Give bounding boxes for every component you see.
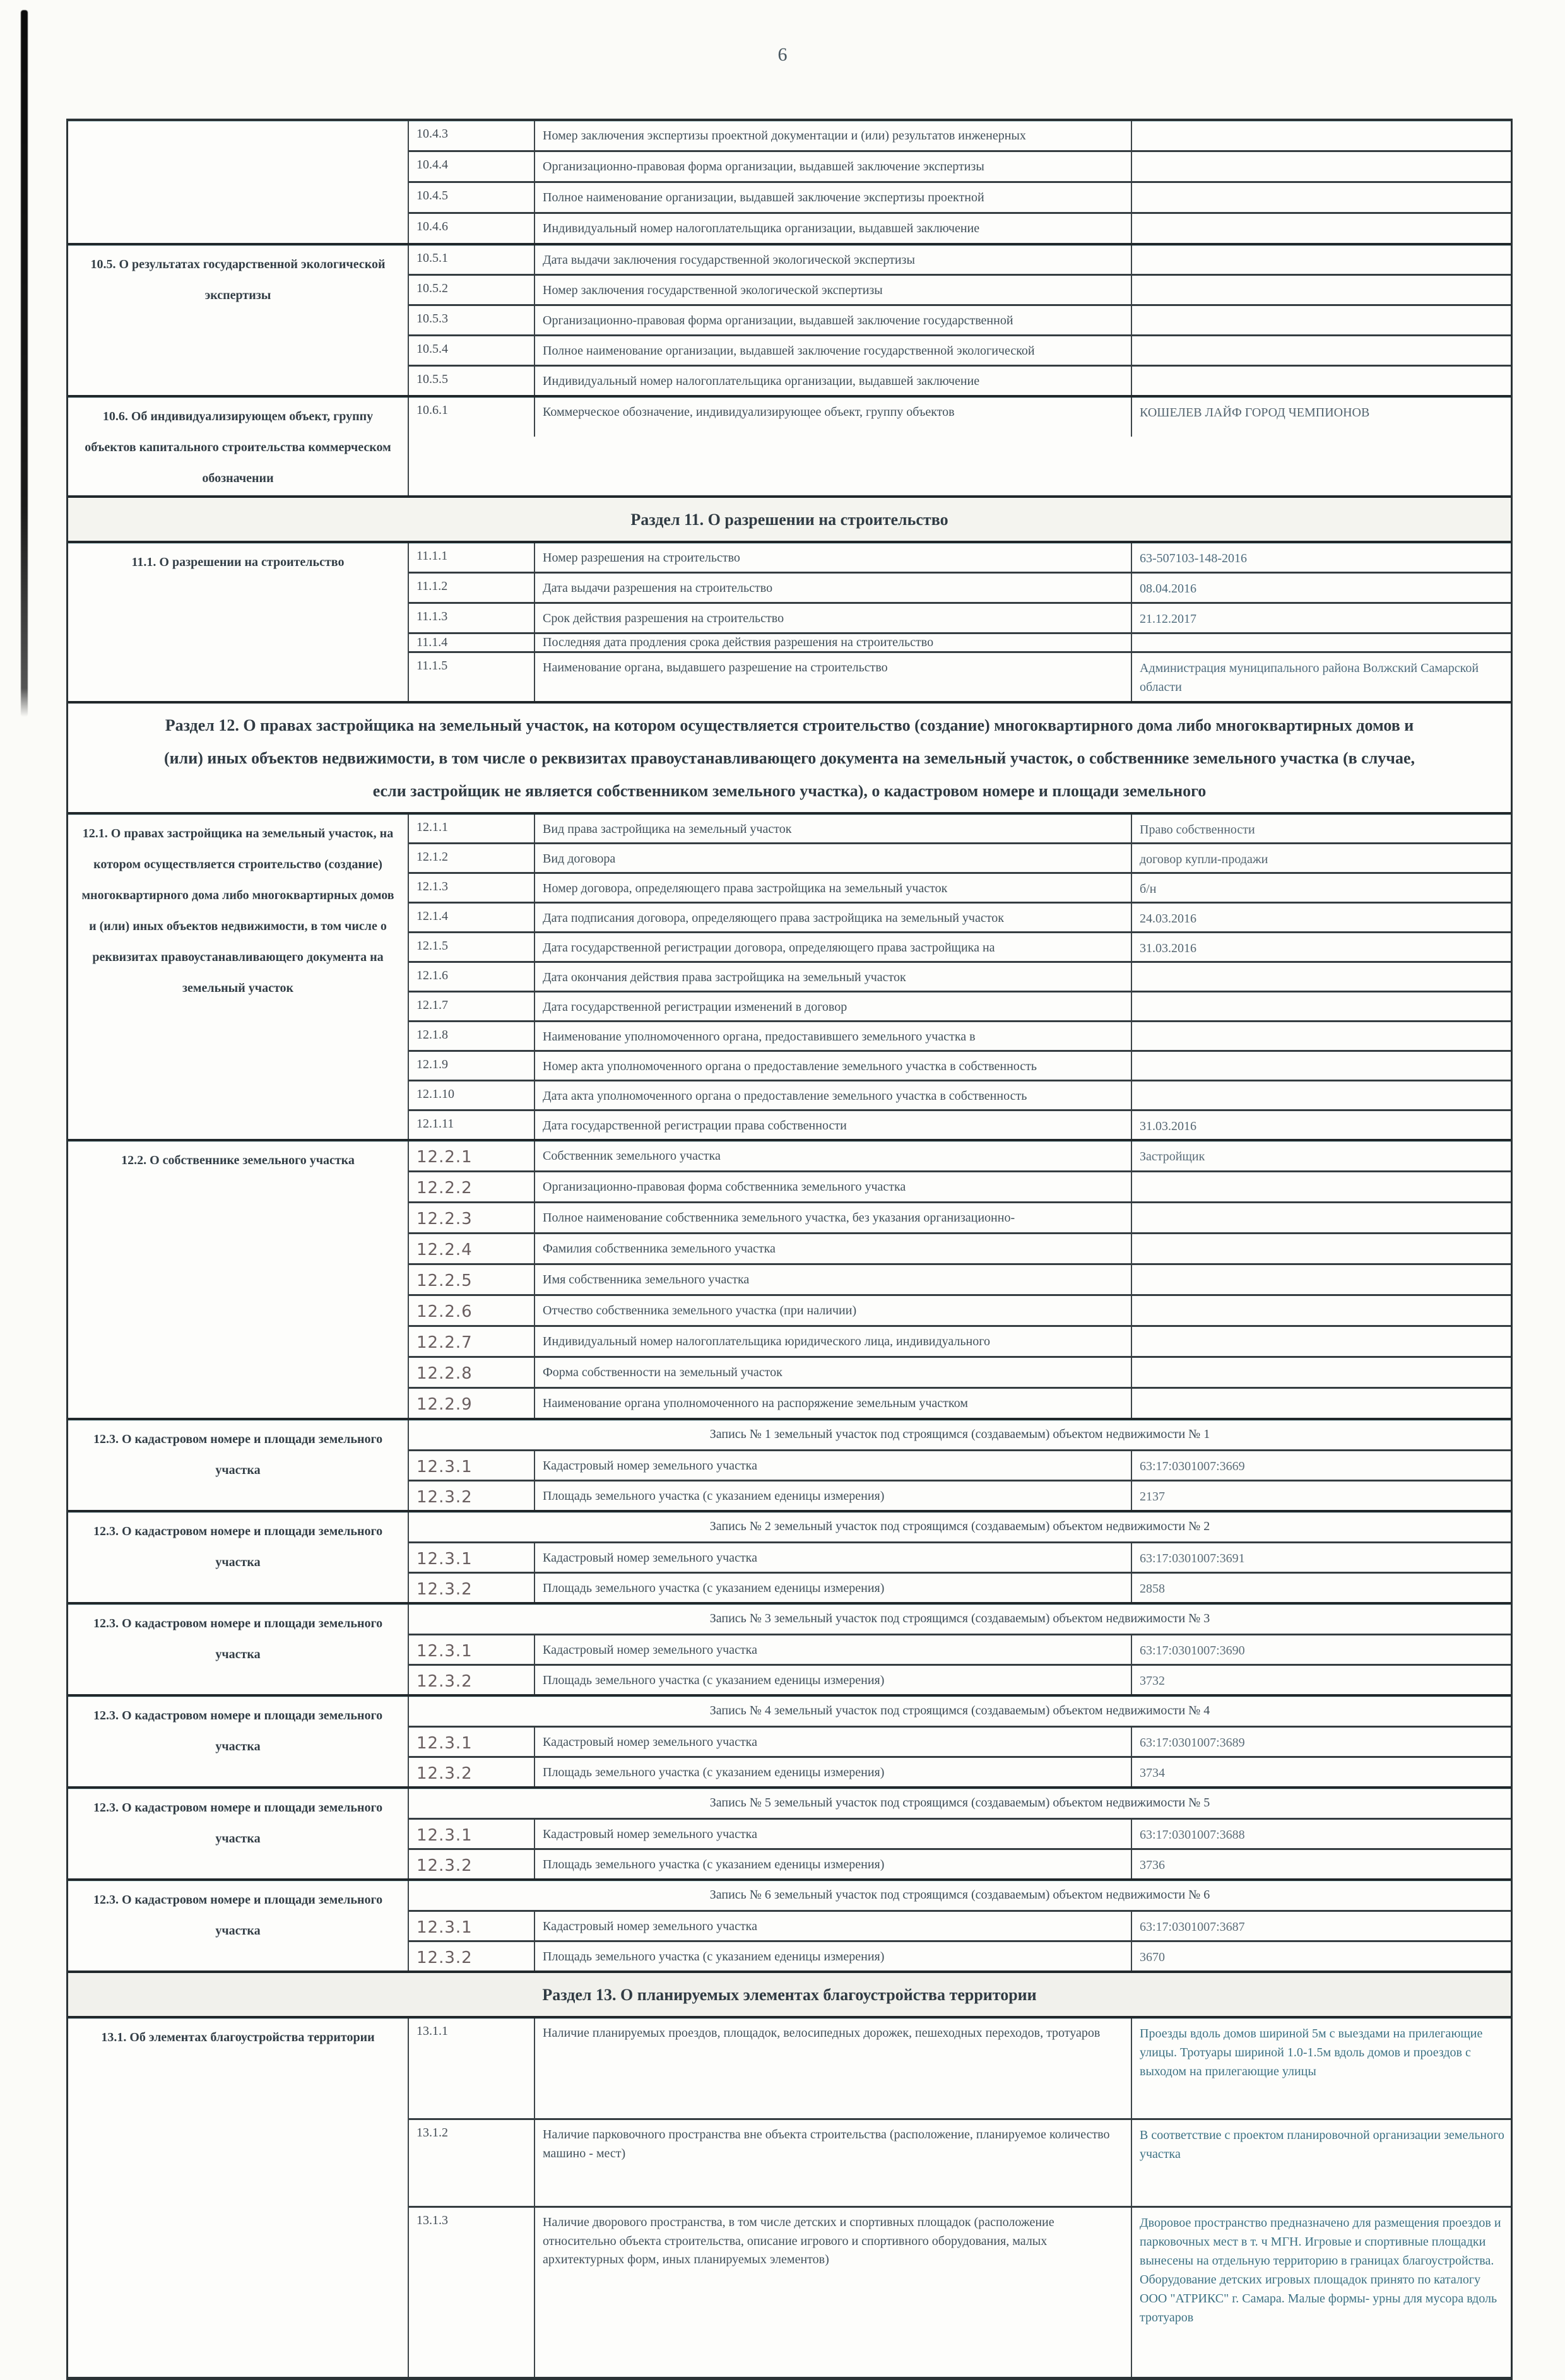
row-code: 11.1.1: [409, 543, 535, 572]
row-description: Наличие дворового пространства, в том числе детских и спортивных площадок (расположение относительно объекта строительства, описание игрового и спортивного оборудования, малых архитектурных форм, иных планируемых элементов): [535, 2208, 1132, 2377]
row-code: 12.1.2: [409, 844, 535, 872]
row-code: 10.5.5: [409, 367, 535, 395]
row-code: 12.3.2: [409, 1942, 535, 1971]
group-rows: [409, 815, 1511, 1139]
table-row: [409, 1541, 1511, 1572]
group-left-label: 12.1. О правах застройщика на земельный участок, на котором осуществляется строительство (создание) многоквартирного дома либо многоквартирных домов и (или) иных объектов недвижимости, в том числе о реквизитах правоустанавливающего документа на земельный участок: [68, 815, 409, 1139]
row-description: Площадь земельного участка (с указанием еденицы измерения): [535, 1942, 1132, 1971]
document-table: [66, 119, 1513, 2380]
row-description: Площадь земельного участка (с указанием еденицы измерения): [535, 1758, 1132, 1786]
row-value: Право собственности: [1140, 823, 1255, 837]
row-description: Вид договора: [535, 844, 1132, 872]
row-description: Номер акта уполномоченного органа о предоставление земельного участка в собственность: [535, 1052, 1132, 1080]
row-description: Дата выдачи заключения государственной экологической экспертизы: [535, 245, 1132, 274]
group-rows: [409, 1789, 1511, 1878]
row-description: Наличие планируемых проездов, площадок, велосипедных дорожек, пешеходных переходов, тротуаров: [535, 2018, 1132, 2118]
group-left-label: 12.3. О кадастровом номере и площади земельного участка: [68, 1605, 409, 1694]
row-code: 10.4.4: [409, 152, 535, 181]
row-description: Организационно-правовая форма организации, выдавшей заключение экспертизы: [535, 152, 1132, 181]
table-row: [409, 121, 1511, 150]
row-value: [1132, 336, 1511, 365]
row-description: Фамилия собственника земельного участка: [535, 1234, 1132, 1263]
group-left-label: 12.3. О кадастровом номере и площади земельного участка: [68, 1512, 409, 1602]
row-description: Дата подписания договора, определяющего права застройщика на земельный участок: [535, 904, 1132, 931]
row-value: б/н: [1140, 882, 1157, 896]
row-value: Застройщик: [1140, 1150, 1205, 1163]
group-rows: [409, 121, 1511, 243]
group-rows: [409, 1881, 1511, 1971]
row-code: 11.1.4: [409, 634, 535, 651]
row-value: [1132, 634, 1511, 651]
row-code: 12.3.1: [409, 1451, 535, 1480]
row-value: 31.03.2016: [1140, 941, 1196, 955]
row-value: 3670: [1140, 1950, 1165, 1964]
row-description: Наименование уполномоченного органа, предоставившего земельного участка в: [535, 1022, 1132, 1050]
group-left-label: 12.3. О кадастровом номере и площади земельного участка: [68, 1420, 409, 1510]
table-row: [409, 1818, 1511, 1848]
row-description: Дата государственной регистрации изменений в договор: [535, 993, 1132, 1020]
group-left-label: 12.3. О кадастровом номере и площади земельного участка: [68, 1881, 409, 1971]
row-code: 10.4.6: [409, 214, 535, 243]
row-value: 08.04.2016: [1140, 582, 1196, 596]
table-row: [409, 961, 1511, 991]
row-description: Индивидуальный номер налогоплательщика организации, выдавшей заключение: [535, 367, 1132, 395]
group-rows: [409, 1605, 1511, 1694]
row-code: 12.3.2: [409, 1850, 535, 1878]
row-code: 12.1.6: [409, 963, 535, 991]
row-code: 12.3.1: [409, 1543, 535, 1572]
row-value: [1132, 963, 1511, 991]
table-row: [409, 181, 1511, 212]
group-rows: [409, 2018, 1511, 2377]
row-value: [1132, 1052, 1511, 1080]
table-row: [409, 632, 1511, 651]
row-description: Наличие парковочного пространства вне объекта строительства (расположение, планируемое количество машино - мест): [535, 2120, 1132, 2206]
group-rows: [409, 1697, 1511, 1786]
table-row: [409, 543, 1511, 572]
row-value: 2858: [1140, 1582, 1165, 1596]
row-value: 3734: [1140, 1766, 1165, 1780]
table-row: [409, 1664, 1511, 1694]
row-value: 31.03.2016: [1140, 1119, 1196, 1133]
row-description: Дата окончания действия права застройщика на земельный участок: [535, 963, 1132, 991]
group-left-label: 11.1. О разрешении на строительство: [68, 543, 409, 701]
section-12-3-record-4: [68, 1694, 1511, 1786]
row-value: [1132, 276, 1511, 304]
group-left-label: 13.1. Об элементах благоустройства территории: [68, 2018, 409, 2377]
row-value: [1132, 1389, 1511, 1418]
table-row: [409, 1020, 1511, 1050]
table-row: [409, 842, 1511, 872]
section-12-3-record-3: [68, 1602, 1511, 1694]
row-description: Организационно-правовая форма организации, выдавшей заключение государственной: [535, 306, 1132, 334]
row-value: [1132, 1081, 1511, 1109]
row-value: Администрация муниципального района Волжский Самарской области: [1140, 661, 1479, 694]
table-row: [409, 245, 1511, 274]
table-row: [409, 1201, 1511, 1232]
record-banner: Запись № 2 земельный участок под строящимся (создаваемым) объектом недвижимости № 2: [709, 1519, 1210, 1533]
row-description: Кадастровый номер земельного участка: [535, 1451, 1132, 1480]
row-value: КОШЕЛЕВ ЛАЙФ ГОРОД ЧЕМПИОНОВ: [1140, 406, 1370, 420]
section-11-1: [68, 541, 1511, 701]
row-code: 12.2.5: [409, 1265, 535, 1294]
row-value: [1132, 152, 1511, 181]
row-description: Полное наименование организации, выдавшей заключение государственной экологической: [535, 336, 1132, 365]
row-code: 12.3.2: [409, 1758, 535, 1786]
record-banner: Запись № 5 земельный участок под строящимся (создаваемым) объектом недвижимости № 5: [709, 1796, 1210, 1810]
table-row: [409, 931, 1511, 961]
row-description: Полное наименование организации, выдавшей заключение экспертизы проектной: [535, 183, 1132, 212]
table-row: [409, 150, 1511, 181]
row-code: 10.5.2: [409, 276, 535, 304]
row-code: 12.3.2: [409, 1666, 535, 1694]
row-description: Срок действия разрешения на строительство: [535, 604, 1132, 632]
table-row: [409, 1387, 1511, 1418]
row-code: 12.3.1: [409, 1728, 535, 1756]
row-description: Вид права застройщика на земельный участок: [535, 815, 1132, 842]
group-left-label: 12.2. О собственнике земельного участка: [68, 1141, 409, 1418]
section-12-3-record-5: [68, 1786, 1511, 1878]
row-description: Отчество собственника земельного участка (при наличии): [535, 1296, 1132, 1325]
group-left-label: 12.3. О кадастровом номере и площади земельного участка: [68, 1789, 409, 1878]
row-value: 63-507103-148-2016: [1140, 551, 1247, 565]
row-code: 10.5.4: [409, 336, 535, 365]
row-description: Наименование органа, выдавшего разрешение на строительство: [535, 653, 1132, 701]
row-code: 12.2.4: [409, 1234, 535, 1263]
group-left-label: 12.3. О кадастровом номере и площади земельного участка: [68, 1697, 409, 1786]
row-description: Кадастровый номер земельного участка: [535, 1728, 1132, 1756]
row-code: 13.1.1: [409, 2018, 535, 2118]
table-row: [409, 872, 1511, 902]
group-rows: [409, 1420, 1511, 1510]
table-row: [409, 572, 1511, 602]
section-12-1: [68, 812, 1511, 1139]
row-code: 12.2.9: [409, 1389, 535, 1418]
row-code: 12.1.9: [409, 1052, 535, 1080]
table-row: [409, 1726, 1511, 1756]
table-row: [409, 274, 1511, 304]
group-left-label: 10.5. О результатах государственной экологической экспертизы: [68, 245, 409, 395]
row-code: 12.3.1: [409, 1635, 535, 1664]
row-value: [1132, 183, 1511, 212]
group-rows: [409, 543, 1511, 701]
section-12-3-record-1: [68, 1418, 1511, 1510]
row-code: 11.1.5: [409, 653, 535, 701]
row-value: 21.12.2017: [1140, 612, 1196, 626]
row-code: 12.1.4: [409, 904, 535, 931]
row-code: 12.3.2: [409, 1574, 535, 1602]
section-10-6: [68, 395, 1511, 495]
row-code: 12.2.7: [409, 1327, 535, 1356]
record-banner: Запись № 1 земельный участок под строящимся (создаваемым) объектом недвижимости № 1: [709, 1427, 1210, 1441]
section-12-header: Раздел 12. О правах застройщика на земельный участок, на котором осуществляется строительство (создание) многоквартирного дома либо многоквартирных домов и (или) иных объектов недвижимости, в том числе о реквизитах правоустанавливающего документа на земельный участок, о собственнике земельного участка (в случае, если застройщик не является собственником земельного участка), о кадастровом номере и площади земельного: [68, 701, 1511, 812]
row-description: Номер заключения государственной экологической экспертизы: [535, 276, 1132, 304]
row-code: 12.2.2: [409, 1172, 535, 1201]
table-row: [409, 1910, 1511, 1940]
row-code: 12.1.8: [409, 1022, 535, 1050]
table-row: [409, 1449, 1511, 1480]
table-row: [409, 1572, 1511, 1602]
row-description: Коммерческое обозначение, индивидуализирующее объект, группу объектов: [535, 398, 1132, 437]
table-row: [409, 1356, 1511, 1387]
row-value: 63:17:0301007:3691: [1140, 1552, 1245, 1565]
section-11-header: Раздел 11. О разрешении на строительство: [68, 495, 1511, 541]
row-description: Индивидуальный номер налогоплательщика организации, выдавшей заключение: [535, 214, 1132, 243]
table-row: [409, 304, 1511, 334]
table-row: [409, 815, 1511, 842]
table-row: [409, 1050, 1511, 1080]
table-row: [409, 1141, 1511, 1170]
row-description: Номер заключения экспертизы проектной документации и (или) результатов инженерных: [535, 121, 1132, 150]
row-value: Проезды вдоль домов шириной 5м с выездами на прилегающие улицы. Тротуары шириной 1.0-1.5м вдоль домов и проездов с выходом на прилегающие улицы: [1140, 2027, 1483, 2078]
row-code: 13.1.3: [409, 2208, 535, 2377]
row-value: 3732: [1140, 1674, 1165, 1688]
row-value: 63:17:0301007:3687: [1140, 1920, 1245, 1934]
row-description: Дата государственной регистрации права собственности: [535, 1111, 1132, 1139]
row-value: 63:17:0301007:3669: [1140, 1459, 1245, 1473]
row-code: 12.2.6: [409, 1296, 535, 1325]
row-description: Площадь земельного участка (с указанием еденицы измерения): [535, 1482, 1132, 1510]
row-value: [1132, 306, 1511, 334]
row-code: 11.1.3: [409, 604, 535, 632]
row-value: [1132, 214, 1511, 243]
row-value: [1132, 1358, 1511, 1387]
row-code: 12.1.5: [409, 933, 535, 961]
table-row: [409, 1232, 1511, 1263]
row-value: [1132, 1022, 1511, 1050]
group-left-label: [68, 121, 409, 243]
section-12-3-record-6: [68, 1878, 1511, 1971]
row-value: [1132, 245, 1511, 274]
row-description: Форма собственности на земельный участок: [535, 1358, 1132, 1387]
table-row: [409, 1080, 1511, 1109]
row-code: 12.3.1: [409, 1820, 535, 1848]
table-row: [409, 2118, 1511, 2206]
row-description: Площадь земельного участка (с указанием еденицы измерения): [535, 1666, 1132, 1694]
row-description: Номер договора, определяющего права застройщика на земельный участок: [535, 874, 1132, 902]
record-banner: Запись № 3 земельный участок под строящимся (создаваемым) объектом недвижимости № 3: [709, 1611, 1210, 1625]
table-row: [409, 212, 1511, 243]
row-code: 12.3.1: [409, 1912, 535, 1940]
row-value: [1132, 1265, 1511, 1294]
row-description: Кадастровый номер земельного участка: [535, 1543, 1132, 1572]
row-value: 24.03.2016: [1140, 912, 1196, 926]
row-code: 10.6.1: [409, 398, 535, 437]
row-description: Полное наименование собственника земельного участка, без указания организационно-: [535, 1203, 1132, 1232]
row-value: [1132, 1327, 1511, 1356]
row-value: [1132, 1296, 1511, 1325]
row-code: 10.5.3: [409, 306, 535, 334]
row-code: 12.1.3: [409, 874, 535, 902]
row-description: Последняя дата продления срока действия разрешения на строительство: [535, 634, 1132, 651]
table-row: [409, 1109, 1511, 1139]
section-13-1: [68, 2016, 1511, 2377]
row-code: 10.4.5: [409, 183, 535, 212]
table-row: [409, 1756, 1511, 1786]
table-row: [409, 602, 1511, 632]
scan-artifact-streak: [21, 10, 28, 717]
row-code: 13.1.2: [409, 2120, 535, 2206]
row-description: Индивидуальный номер налогоплательщика юридического лица, индивидуального: [535, 1327, 1132, 1356]
row-value: [1132, 993, 1511, 1020]
row-description: Кадастровый номер земельного участка: [535, 1912, 1132, 1940]
row-value: 63:17:0301007:3688: [1140, 1828, 1245, 1842]
page-number: 6: [777, 44, 788, 65]
row-value: 2137: [1140, 1490, 1165, 1504]
row-code: 12.2.3: [409, 1203, 535, 1232]
table-row: [409, 1294, 1511, 1325]
section-10-5: [68, 243, 1511, 395]
row-value: [1132, 1234, 1511, 1263]
table-row: [409, 902, 1511, 931]
row-description: Кадастровый номер земельного участка: [535, 1820, 1132, 1848]
row-description: Площадь земельного участка (с указанием еденицы измерения): [535, 1850, 1132, 1878]
section-10-4: [68, 121, 1511, 243]
table-row: [409, 2018, 1511, 2118]
row-value: [1132, 121, 1511, 150]
row-value: 3736: [1140, 1858, 1165, 1872]
table-row: [409, 365, 1511, 395]
row-value: [1132, 367, 1511, 395]
group-rows: [409, 398, 1511, 495]
row-value: договор купли-продажи: [1140, 852, 1268, 866]
row-code: 12.1.11: [409, 1111, 535, 1139]
row-description: Организационно-правовая форма собственника земельного участка: [535, 1172, 1132, 1201]
row-value: В соответствие с проектом планировочной организации земельного участка: [1140, 2128, 1504, 2161]
row-description: Номер разрешения на строительство: [535, 543, 1132, 572]
table-row: [409, 1940, 1511, 1971]
row-code: 10.5.1: [409, 245, 535, 274]
row-code: 12.3.2: [409, 1482, 535, 1510]
group-rows: [409, 1512, 1511, 1602]
row-description: Кадастровый номер земельного участка: [535, 1635, 1132, 1664]
row-description: Дата выдачи разрешения на строительство: [535, 574, 1132, 602]
row-code: 12.1.1: [409, 815, 535, 842]
row-value: [1132, 1203, 1511, 1232]
table-row: [409, 1634, 1511, 1664]
row-value: 63:17:0301007:3689: [1140, 1736, 1245, 1750]
table-row: [409, 1848, 1511, 1878]
record-banner: Запись № 4 земельный участок под строящимся (создаваемым) объектом недвижимости № 4: [709, 1704, 1210, 1717]
table-row: [409, 1170, 1511, 1201]
section-13-header: Раздел 13. О планируемых элементах благоустройства территории: [68, 1971, 1511, 2016]
row-value: 63:17:0301007:3690: [1140, 1644, 1245, 1658]
group-rows: [409, 245, 1511, 395]
row-description: Собственник земельного участка: [535, 1141, 1132, 1170]
table-row: [409, 398, 1511, 437]
row-description: Дата государственной регистрации договора, определяющего права застройщика на: [535, 933, 1132, 961]
row-value: [1132, 1172, 1511, 1201]
record-banner: Запись № 6 земельный участок под строящимся (создаваемым) объектом недвижимости № 6: [709, 1888, 1210, 1902]
row-code: 11.1.2: [409, 574, 535, 602]
table-row: [409, 1263, 1511, 1294]
row-code: 12.2.1: [409, 1141, 535, 1170]
row-code: 12.1.10: [409, 1081, 535, 1109]
row-description: Площадь земельного участка (с указанием еденицы измерения): [535, 1574, 1132, 1602]
row-description: Дата акта уполномоченного органа о предоставление земельного участка в собственность: [535, 1081, 1132, 1109]
table-row: [409, 1480, 1511, 1510]
row-description: Наименование органа уполномоченного на распоряжение земельным участком: [535, 1389, 1132, 1418]
row-code: 12.2.8: [409, 1358, 535, 1387]
section-12-2: [68, 1139, 1511, 1418]
group-left-label: 10.6. Об индивидуализирующем объект, группу объектов капитального строительства коммерческом обозначении: [68, 398, 409, 495]
row-code: 12.1.7: [409, 993, 535, 1020]
row-description: Имя собственника земельного участка: [535, 1265, 1132, 1294]
section-12-3-record-2: [68, 1510, 1511, 1602]
group-rows: [409, 1141, 1511, 1418]
row-value: Дворовое пространство предназначено для размещения проездов и парковочных мест в т. ч МГН. Игровые и спортивные площадки вынесены на отдельную территорию в границах благоустройства. Оборудование детских игровых площадок принято по каталогу ООО "АТРИКС" г. Самара. Малые формы- урны для мусора вдоль тротуаров: [1140, 2216, 1501, 2324]
table-row: [409, 651, 1511, 701]
table-row: [409, 1325, 1511, 1356]
table-row: [409, 334, 1511, 365]
table-row: [409, 2206, 1511, 2377]
table-row: [409, 991, 1511, 1020]
row-code: 10.4.3: [409, 121, 535, 150]
